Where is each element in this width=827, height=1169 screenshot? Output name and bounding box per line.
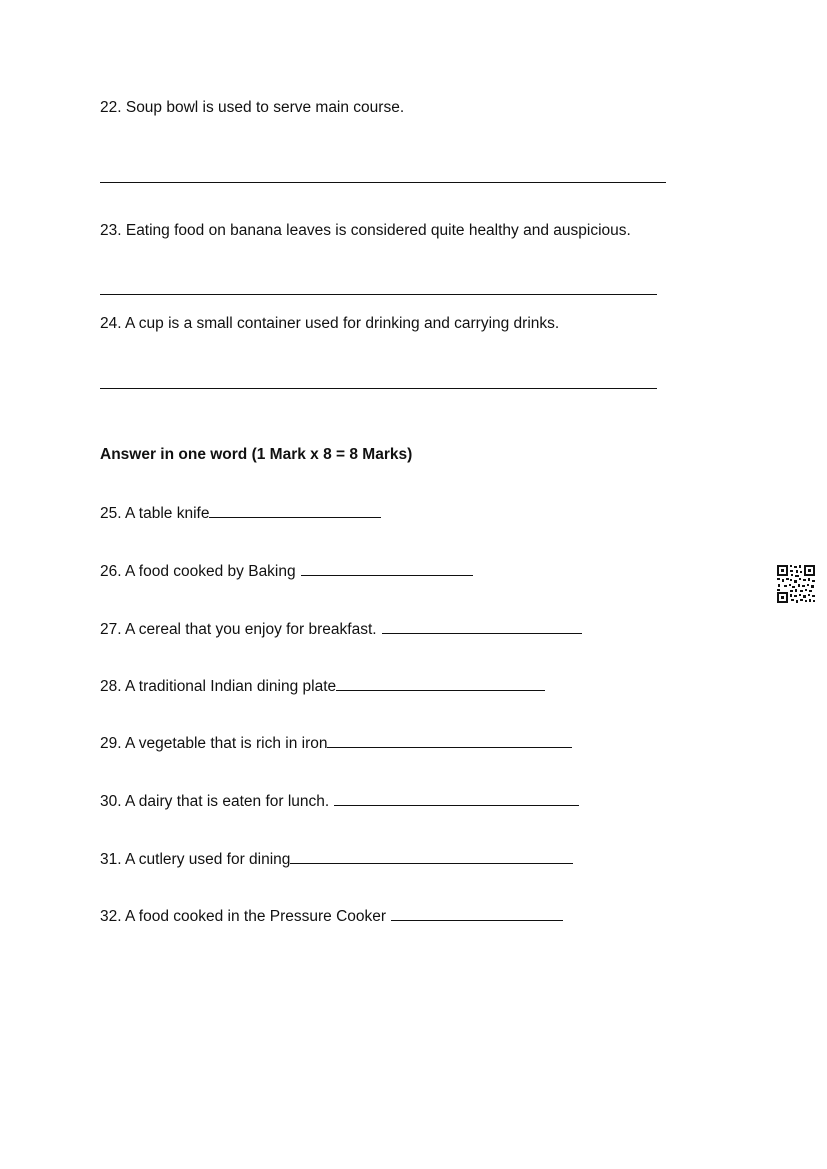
question-28-text: 28. A traditional Indian dining plate: [100, 678, 337, 695]
question-22-text: 22. Soup bowl is used to serve main course.: [100, 99, 405, 116]
answer-blank-26[interactable]: [301, 561, 473, 576]
question-26: [100, 561, 473, 582]
question-22: [100, 98, 404, 118]
question-32-text: 32. A food cooked in the Pressure Cooker: [100, 908, 387, 925]
question-26-text: 26. A food cooked by Baking: [100, 563, 296, 580]
question-30-text: 30. A dairy that is eaten for lunch.: [100, 793, 330, 810]
qr-code-icon: [776, 564, 816, 604]
question-28: [100, 676, 545, 697]
question-24-text: 24. A cup is a small container used for drinking and carrying drinks.: [100, 315, 560, 332]
question-31: [100, 849, 573, 870]
section-heading: Answer in one word (1 Mark x 8 = 8 Marks): [100, 446, 413, 463]
question-29: [100, 733, 572, 754]
answer-blank-30[interactable]: [334, 791, 579, 806]
question-31-text: 31. A cutlery used for dining: [100, 851, 291, 868]
question-25-text: 25. A table knife: [100, 505, 210, 522]
question-24: [100, 314, 559, 334]
answer-blank-29[interactable]: [327, 733, 572, 748]
question-27-text: 27. A cereal that you enjoy for breakfast.: [100, 621, 377, 638]
question-27: [100, 619, 582, 640]
answer-blank-32[interactable]: [391, 906, 563, 921]
answer-blank-28[interactable]: [336, 676, 545, 691]
answer-line-24[interactable]: [100, 388, 657, 389]
question-32: [100, 906, 563, 927]
answer-blank-27[interactable]: [382, 619, 582, 634]
question-23: [100, 221, 631, 241]
answer-line-22[interactable]: [100, 182, 666, 183]
answer-blank-31[interactable]: [290, 849, 573, 864]
question-29-text: 29. A vegetable that is rich in iron: [100, 735, 328, 752]
question-23-text: 23. Eating food on banana leaves is considered quite healthy and auspicious.: [100, 222, 631, 239]
answer-line-23[interactable]: [100, 294, 657, 295]
answer-blank-25[interactable]: [209, 503, 381, 518]
question-30: [100, 791, 579, 812]
question-25: [100, 503, 381, 524]
